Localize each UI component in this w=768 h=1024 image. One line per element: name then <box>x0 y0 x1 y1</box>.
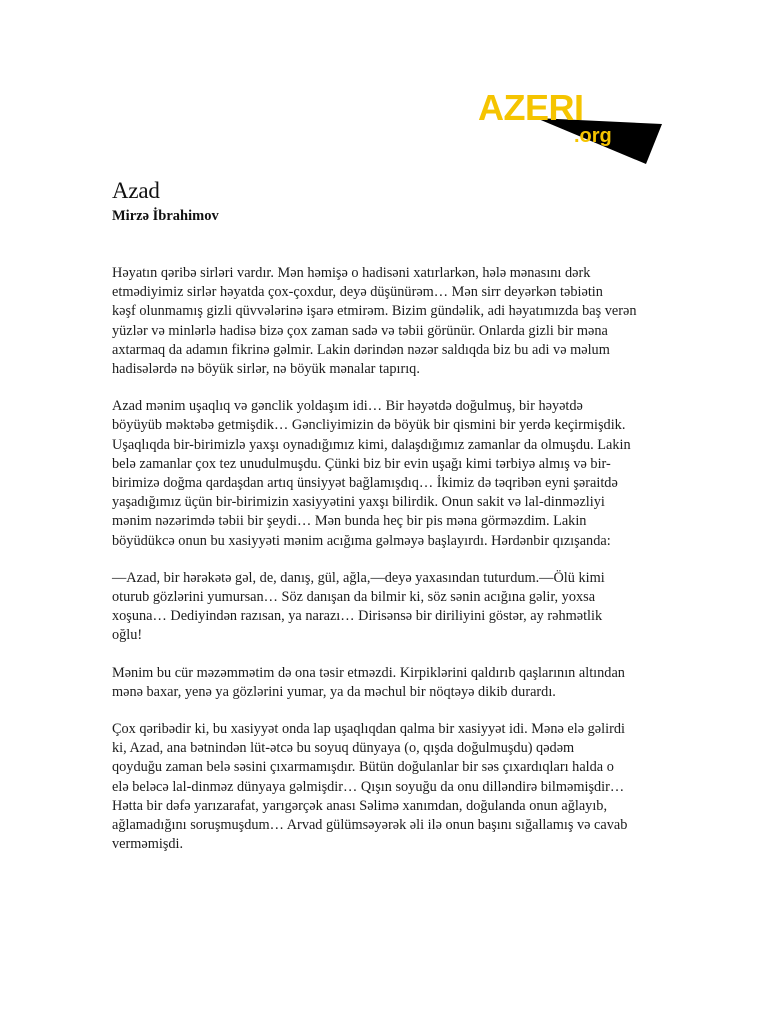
article-author: Mirzə İbrahimov <box>112 208 219 224</box>
paragraph-4 <box>112 664 660 702</box>
article-body <box>112 264 660 872</box>
text-line: etmədiyimiz sirlər həyatda çox-çoxdur, deyə düşünürəm… Mən sirr deyərkən təbiətin <box>112 284 603 301</box>
text-line: Hətta bir dəfə yarızarafat, yarıgərçək anası Səlimə xanımdan, doğulanda onun ağlayıb, <box>112 797 608 814</box>
text-line: Uşaqlıqda bir-birimizlə yaxşı oynadığımız kimi, dalaşdığımız zamanlar da olmuşdu. Lakin <box>112 436 631 453</box>
text-line: yüzlər və minlərlə hadisə bizə çox zaman sadə və təbii görünür. Onlarda gizli bir məna <box>112 322 608 339</box>
text-line: elə beləcə lal-dinməz dünyaya gəlmişdir… Qışın soyuğu da onu dilləndirə bilməmişdir… <box>112 778 625 795</box>
text-line: mənim nəzərimdə təbii bir şeydi… Mən bunda heç bir pis məna görməzdim. Lakin <box>112 513 587 530</box>
text-line: mənə baxar, yenə ya gözlərini yumar, ya da məchul bir nöqtəyə dikib durardı. <box>112 683 556 700</box>
text-line: —Azad, bir hərəkətə gəl, de, danış, gül, ağla,—deyə yaxasından tuturdum.—Ölü kimi <box>112 569 605 586</box>
text-line: Həyatın qəribə sirləri vardır. Mən həmişə o hadisəni xatırlarkən, hələ mənasını dərk <box>112 265 591 281</box>
text-line: ağlamadığını soruşmuşdum… Arvad gülümsəyərək əli ilə onun başını sığallamış və cavab <box>112 817 628 834</box>
text-line: Mənim bu cür məzəmmətim də ona təsir etməzdi. Kirpiklərini qaldırıb qaşlarının altından <box>112 664 625 681</box>
logo-brand-text: AZERI <box>478 90 584 128</box>
text-line: verməmişdi. <box>112 836 184 853</box>
paragraph-2 <box>112 397 660 551</box>
logo-graphic <box>478 90 662 164</box>
article-title: Azad <box>112 178 160 203</box>
text-line: birimizə doğma qardaşdan artıq ünsiyyət bağlamışdıq… İkimiz də təqribən eyni şəraitdə <box>112 475 618 492</box>
text-line: oturub gözlərini yumursan… Söz danışan da bilmir ki, söz sənin acığına gəlir, yoxsa <box>112 589 596 606</box>
text-line: oğlu! <box>112 627 143 644</box>
text-line: yaşadığımız üçün bir-birimizin xasiyyətini yaxşı bilirdik. Onun sakit və lal-dinməzliyi <box>112 494 605 511</box>
paragraph-1 <box>112 264 660 379</box>
text-line: Azad mənim uşaqlıq və gənclik yoldaşım idi… Bir həyətdə doğulmuş, bir həyətdə <box>112 398 583 415</box>
text-line: xoşuna… Dediyindən razısan, ya narazı… Dirisənsə bir diriliyini göstər, ay rəhmətlik <box>112 608 603 625</box>
paragraph-5 <box>112 720 660 854</box>
text-line: böyüyüb məktəbə getmişdik… Gəncliyimizin də böyük bir qismini bir yerdə keçirmişdik. <box>112 417 626 434</box>
text-line: ki, Azad, ana bətnindən lüt-ətcə bu soyuq dünyaya (o, qışda doğulmuşdu) qədəm <box>112 740 575 757</box>
logo-domain-text: .org <box>574 125 612 147</box>
text-line: qoyduğu zaman belə səsini çıxarmamışdır. Bütün doğulanlar bir səs çıxardıqları halda o <box>112 759 614 776</box>
azeri-org-logo <box>478 90 662 164</box>
text-line: böyüdükcə onun bu xasiyyəti mənim acığıma gəlməyə başlayırdı. Hərdənbir qızışanda: <box>112 532 611 549</box>
text-line: kəşf olunmamış gizli qüvvələrinə işarə etmirəm. Bizim gündəlik, adi həyatımızda baş verən <box>112 303 637 320</box>
text-line: Çox qəribədir ki, bu xasiyyət onda lap uşaqlıqdan qalma bir xasiyyət idi. Mənə elə gəlirdi <box>112 721 625 738</box>
text-line: axtarmaq da adamın fikrinə gəlmir. Lakin dərindən nəzər saldıqda biz bu adi və məlum <box>112 341 610 358</box>
text-line: hadisələrdə nə böyük sirlər, nə böyük mənalar tapırıq. <box>112 361 420 378</box>
paragraph-3 <box>112 569 660 646</box>
text-line: belə zamanlar çox tez unudulmuşdu. Çünki biz bir evin uşağı kimi tərbiyə almış və bir- <box>112 455 611 472</box>
